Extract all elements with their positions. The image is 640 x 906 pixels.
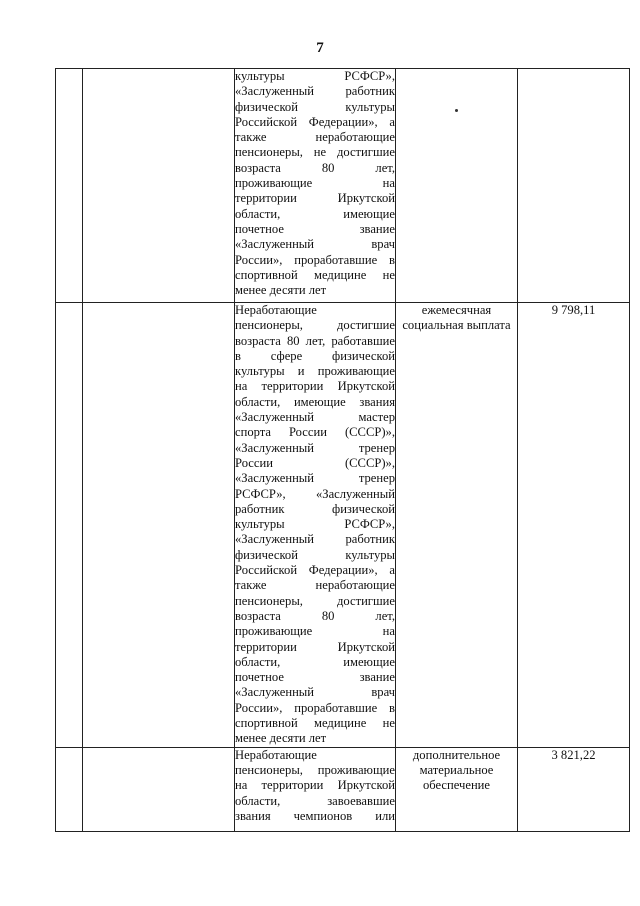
text-line: «Заслуженный тренер bbox=[235, 471, 395, 486]
table-row bbox=[56, 747, 630, 831]
recipients-cell bbox=[235, 69, 396, 303]
text-line: возраста 80 лет, bbox=[235, 160, 395, 175]
text-line: пенсионеры, проживающие bbox=[235, 762, 395, 777]
text-line: России», проработавшие в bbox=[235, 700, 395, 715]
text-line: физической культуры bbox=[235, 99, 395, 114]
page-number: 7 bbox=[316, 40, 324, 56]
payment-type-line: обеспечение bbox=[422, 778, 491, 793]
payment-type-cell bbox=[396, 747, 518, 831]
payment-type-cell bbox=[396, 303, 518, 748]
category-cell bbox=[83, 303, 235, 748]
text-line: менее десяти лет bbox=[235, 731, 327, 746]
text-line: культуры и проживающие bbox=[235, 364, 395, 379]
recipients-cell bbox=[235, 303, 396, 748]
amount-cell: 9 798,11 bbox=[518, 303, 630, 748]
text-line: проживающие на bbox=[235, 176, 395, 191]
payment-type-line: социальная выплата bbox=[402, 318, 511, 333]
amount-cell bbox=[518, 69, 630, 303]
text-line: проживающие на bbox=[235, 624, 395, 639]
text-line: пенсионеры, достигшие bbox=[235, 593, 395, 608]
stray-dot bbox=[455, 109, 458, 112]
text-line: области, имеющие звания bbox=[235, 394, 395, 409]
index-cell bbox=[56, 303, 83, 748]
text-line: Неработающие bbox=[235, 303, 317, 317]
text-line: пенсионеры, достигшие bbox=[235, 318, 395, 333]
text-line: области, имеющие bbox=[235, 206, 395, 221]
amount-cell: 3 821,22 bbox=[518, 747, 630, 831]
text-line: спортивной медицине не bbox=[235, 716, 395, 731]
text-line: Неработающие bbox=[235, 747, 317, 762]
text-line: менее десяти лет bbox=[235, 283, 327, 298]
text-line: звания чемпионов или bbox=[235, 808, 395, 823]
text-line: России (СССР)», bbox=[235, 455, 395, 470]
index-cell bbox=[56, 69, 83, 303]
benefits-table bbox=[55, 68, 630, 832]
text-line: культуры РСФСР», bbox=[235, 69, 395, 83]
text-line: спортивной медицине не bbox=[235, 267, 395, 282]
text-line: на территории Иркутской bbox=[235, 379, 395, 394]
payment-type-cell bbox=[396, 69, 518, 303]
text-line: «Заслуженный работник bbox=[235, 532, 395, 547]
text-line: пенсионеры, не достигшие bbox=[235, 145, 395, 160]
text-line: спорта России (СССР)», bbox=[235, 425, 395, 440]
category-cell bbox=[83, 69, 235, 303]
text-line: Российской Федерации», а bbox=[235, 114, 395, 129]
index-cell bbox=[56, 747, 83, 831]
category-cell bbox=[83, 747, 235, 831]
table-row bbox=[56, 303, 630, 748]
text-line: возраста 80 лет, работавшие bbox=[235, 333, 395, 348]
recipients-cell bbox=[235, 747, 396, 831]
text-line: почетное звание bbox=[235, 221, 395, 236]
table-row bbox=[56, 69, 630, 303]
text-line: России», проработавшие в bbox=[235, 252, 395, 267]
text-line: «Заслуженный мастер bbox=[235, 410, 395, 425]
text-line: территории Иркутской bbox=[235, 639, 395, 654]
text-line: территории Иркутской bbox=[235, 191, 395, 206]
text-line: также неработающие bbox=[235, 578, 395, 593]
text-line: РСФСР», «Заслуженный bbox=[235, 486, 395, 501]
payment-type-line: дополнительное bbox=[412, 747, 501, 762]
text-line: области, имеющие bbox=[235, 654, 395, 669]
text-line: почетное звание bbox=[235, 670, 395, 685]
text-line: также неработающие bbox=[235, 130, 395, 145]
payment-type-line: ежемесячная bbox=[421, 303, 492, 317]
text-line: «Заслуженный врач bbox=[235, 685, 395, 700]
text-line: в сфере физической bbox=[235, 348, 395, 363]
payment-type-line: материальное bbox=[419, 762, 494, 777]
text-line: Российской Федерации», а bbox=[235, 563, 395, 578]
text-line: возраста 80 лет, bbox=[235, 608, 395, 623]
text-line: «Заслуженный работник bbox=[235, 84, 395, 99]
text-line: физической культуры bbox=[235, 547, 395, 562]
text-line: «Заслуженный тренер bbox=[235, 440, 395, 455]
text-line: на территории Иркутской bbox=[235, 778, 395, 793]
text-line: области, завоевавшие bbox=[235, 793, 395, 808]
text-line: «Заслуженный врач bbox=[235, 237, 395, 252]
text-line: работник физической bbox=[235, 501, 395, 516]
text-line: культуры РСФСР», bbox=[235, 517, 395, 532]
